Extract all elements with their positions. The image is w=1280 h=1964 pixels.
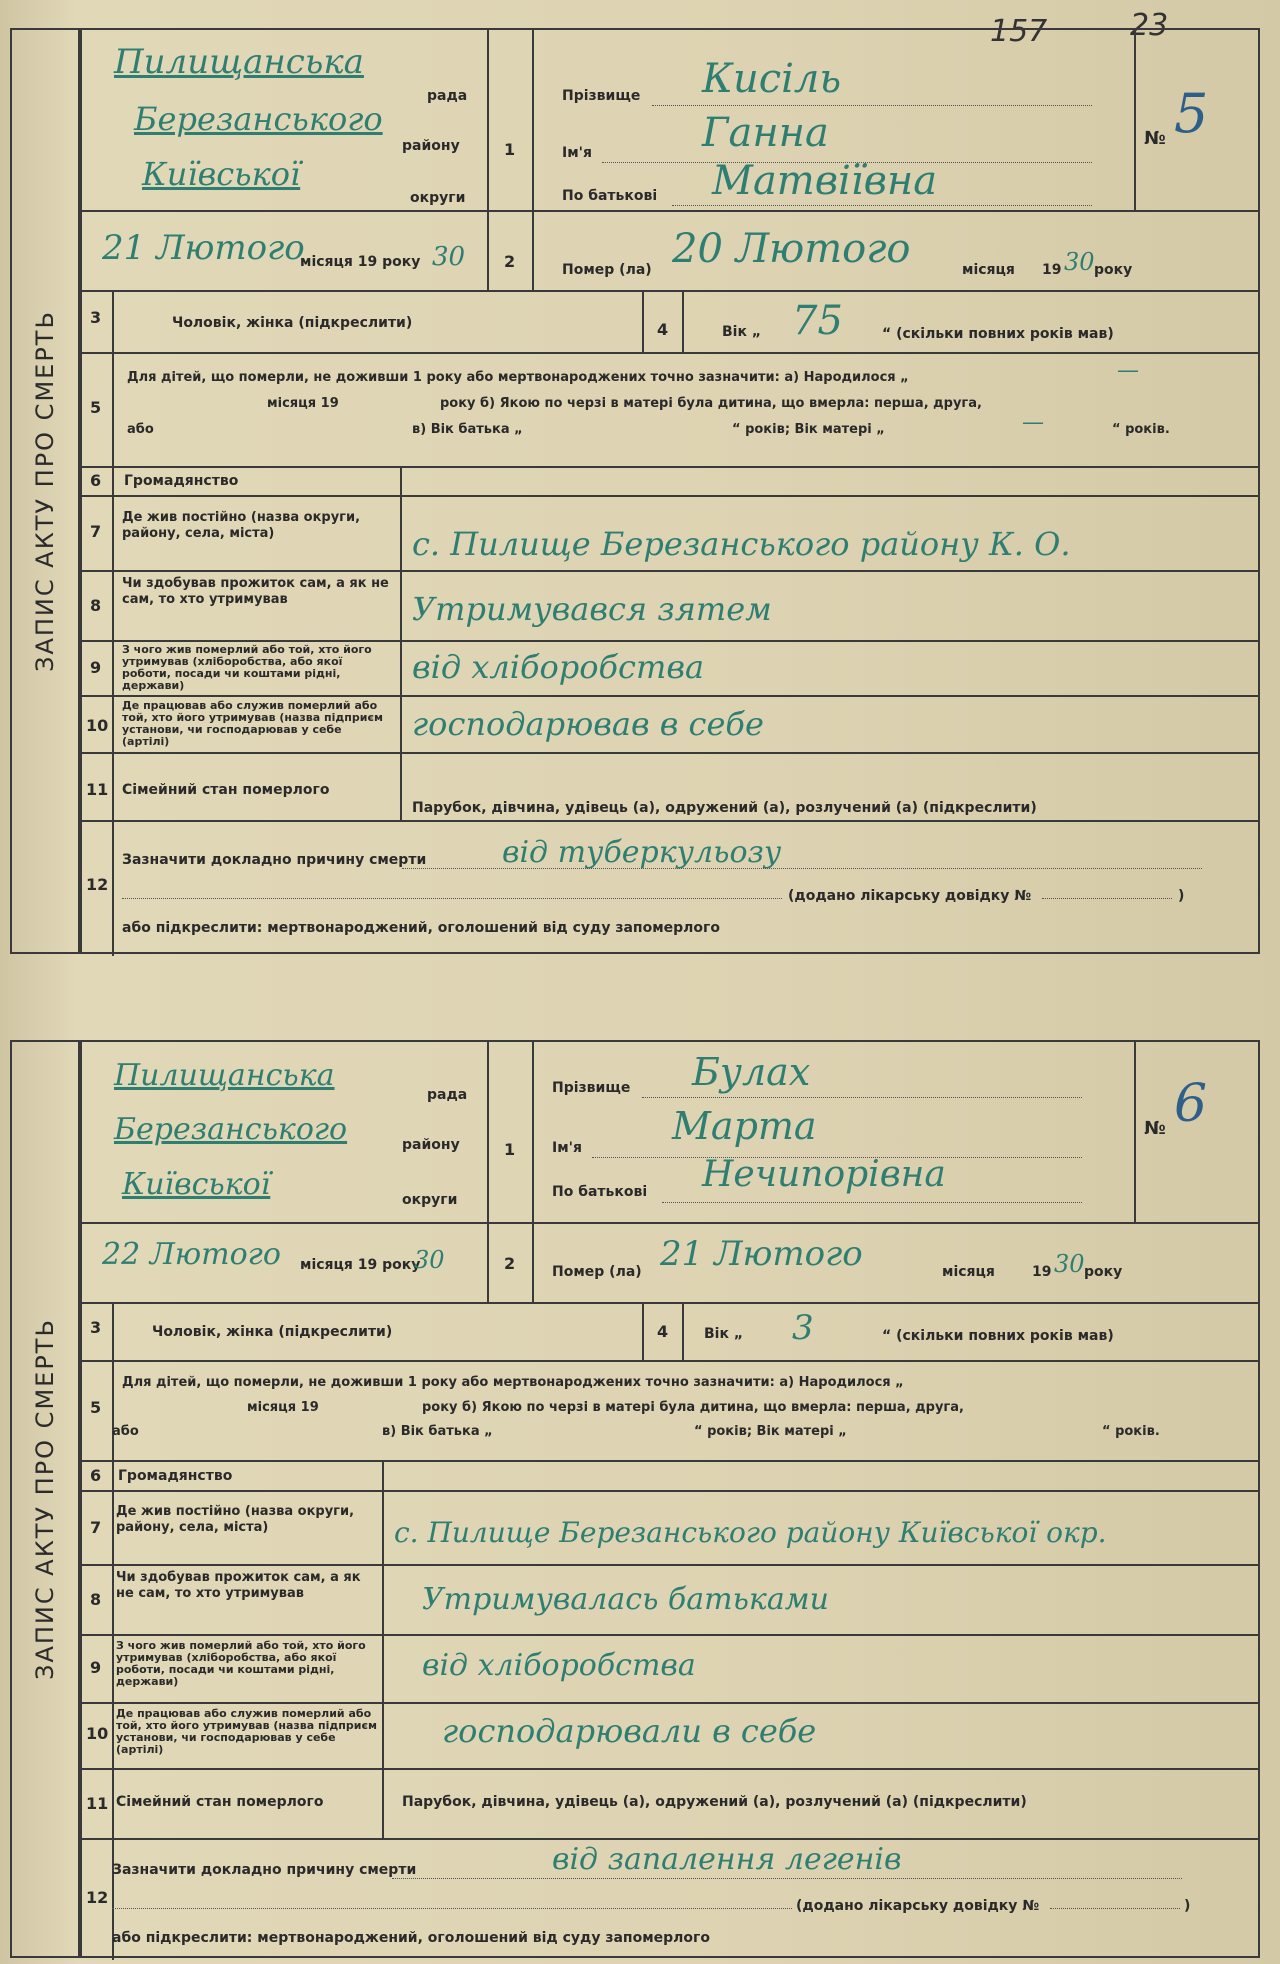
certificate-label: (додано лікарську довідку №	[796, 1898, 1040, 1914]
support-label: Чи здобував прожиток сам, а як не сам, то хто утримував	[116, 1570, 361, 1601]
record-number: 5	[1174, 82, 1209, 145]
children-line-3b: в) Вік батька „	[382, 1424, 493, 1439]
row-number-2: 2	[504, 252, 516, 271]
cause-label: Зазначити докладно причину смерти	[112, 1862, 417, 1878]
side-title-box	[10, 28, 80, 954]
means-label: З чого жив померлий або той, хто його утримував (хліборобства, або якої роботи, посади чи коштами рідні, держави)	[116, 1639, 366, 1688]
residence-value: с. Пилище Березанського району Київської окр.	[394, 1516, 1107, 1549]
rada-label: рада	[427, 88, 468, 104]
okruh-label: округи	[402, 1192, 458, 1208]
residence-label: Де жив постійно (назва округи, району, села, міста)	[122, 510, 361, 541]
children-line-1: Для дітей, що померли, не доживши 1 року або мертвонароджених точно зазначити: а) Народилося „	[122, 1375, 904, 1390]
patronymic-label: По батькові	[552, 1184, 648, 1200]
death-date-value: 21 Лютого	[660, 1234, 863, 1274]
residence-label: Де жив постійно (назва округи, району, села, міста)	[116, 1504, 355, 1535]
record-year-value: 30	[432, 242, 466, 272]
cause-value: від запалення легенів	[552, 1842, 902, 1877]
children-line-3d: “ років.	[1112, 422, 1170, 437]
page-number-left: 157	[990, 14, 1048, 49]
children-line-3c: “ років; Вік матері „	[732, 422, 885, 437]
patronymic-label: По батькові	[562, 188, 658, 204]
gender-label: Чоловік, жінка (підкреслити)	[172, 315, 413, 331]
age-label: Вік „	[722, 324, 762, 340]
children-line-2: місяця 19	[247, 1400, 319, 1415]
work-label: Де працював або служив померлий або той, хто його утримував (назва підприєм установи, чи господарював у себе (артілі)	[122, 699, 383, 748]
okruh-label: округи	[410, 190, 466, 206]
surname-value: Кисіль	[702, 56, 842, 102]
death-year-value: 30	[1054, 1250, 1085, 1278]
surname-label: Прізвище	[562, 88, 641, 104]
children-dash-1: —	[1117, 358, 1139, 383]
record-grid: Пилищанська рада Березанського району Київської округи 21 Лютого місяця 19 року 30 1 2 Прізвище Кисіль Ім'я Ганна По батькові Матвіївна № 5 Помер (ла) 20 Лютого місяця 19 30 року 3 Чоловік, жінка (підкреслити) 4 Вік „ 75 “ (скільки повних років мав) 5 Для дітей, що померли, не доживши 1 року або мертвонароджених точно зазначити: а) Народилося „ — місяця 19 року б) Якою по черзі в матері була дитина, що вмерла: перша, друга, або в) Вік батька „ “ років; Вік матері „ — “ років. 6 Громадянство 7 Де жив постійно (назва округи, району, села, міста) с. Пилище Березанського району К. О. 8 Чи здобував прожиток сам, а як не сам, то хто утримував Утримувався зятем 9 З чого жив померлий або той, хто його утримував (хліборобства, або якої роботи, посади чи коштами рідні, держави) від хліборобства 10 Де працював або служив померлий або той, хто його утримував (назва підприєм установи, чи господарював у себе (артілі) господарював в себе 11 Сімейний стан померлого Парубок, дівчина, удівець (а), одружений (а), розлучений (а) (підкреслити) 12 Зазначити докладно причину смерти від туберкульозу (додано лікарську довідку № ) або підкреслити: мертвонароджений, оголошений від суду запомерлого	[80, 28, 1260, 954]
children-dash-2: —	[1022, 410, 1044, 435]
family-status-label: Сімейний стан померлого	[116, 1794, 324, 1810]
children-line-3a: або	[112, 1424, 139, 1439]
okruh-value: Київської	[142, 155, 301, 193]
children-line-3d: “ років.	[1102, 1424, 1160, 1439]
means-value: від хліборобства	[422, 1648, 696, 1683]
death-month-label: місяця	[942, 1264, 995, 1280]
record-date-label: місяця 19 року	[300, 254, 421, 270]
children-line-2b: року б) Якою по черзі в матері була дитина, що вмерла: перша, друга,	[422, 1400, 964, 1415]
children-line-3c: “ років; Вік матері „	[694, 1424, 847, 1439]
death-year-label: року	[1094, 262, 1133, 278]
name-label: Ім'я	[562, 145, 592, 161]
number-label: №	[1144, 1118, 1166, 1139]
support-value: Утримувався зятем	[412, 590, 772, 628]
death-year-value: 30	[1064, 248, 1095, 276]
death-date-label: Помер (ла)	[552, 1264, 642, 1280]
stillborn-note: або підкреслити: мертвонароджений, оголошений від суду запомерлого	[122, 920, 720, 936]
death-date-label: Помер (ла)	[562, 262, 652, 278]
number-label: №	[1144, 128, 1166, 149]
family-status-label: Сімейний стан померлого	[122, 782, 330, 798]
means-value: від хліборобства	[412, 648, 705, 686]
record-grid: Пилищанська рада Березанського району Київської округи 22 Лютого місяця 19 року 30 1 2 Прізвище Булах Ім'я Марта По батькові Нечипорівна № 6 Помер (ла) 21 Лютого місяця 19 30 року 3 Чоловік, жінка (підкреслити) 4 Вік „ 3 “ (скільки повних років мав) 5 Для дітей, що померли, не доживши 1 року або мертвонароджених точно зазначити: а) Народилося „ місяця 19 року б) Якою по черзі в матері була дитина, що вмерла: перша, друга, або в) Вік батька „ “ років; Вік матері „ “ років. 6 Громадянство 7 Де жив постійно (назва округи, району, села, міста) с. Пилище Березанського району Київської окр. 8 Чи здобував прожиток сам, а як не сам, то хто утримував Утримувалась батьками 9 З чого жив померлий або той, хто його утримував (хліборобства, або якої роботи, посади чи коштами рідні, держави) від хліборобства 10 Де працював або служив померлий або той, хто його утримував (назва підприєм установи, чи господарював у себе (артілі) господарювали в себе 11 Сімейний стан померлого Парубок, дівчина, удівець (а), одружений (а), розлучений (а) (підкреслити) 12 Зазначити докладно причину смерти від запалення легенів (додано лікарську довідку № ) або підкреслити: мертвонароджений, оголошений від суду запомерлого	[80, 1040, 1260, 1958]
children-line-3b: в) Вік батька „	[412, 422, 523, 437]
side-title-box	[10, 1040, 80, 1958]
side-title: ЗАПИС АКТУ ПРО СМЕРТЬ	[31, 310, 59, 672]
age-value: 75	[792, 298, 843, 344]
cause-label: Зазначити докладно причину смерти	[122, 852, 427, 868]
surname-value: Булах	[692, 1050, 811, 1094]
row-number-1: 1	[504, 140, 516, 159]
name-label: Ім'я	[552, 1140, 582, 1156]
children-line-3a: або	[127, 422, 154, 437]
raion-label: району	[402, 1137, 460, 1153]
side-title: ЗАПИС АКТУ ПРО СМЕРТЬ	[31, 1318, 59, 1680]
certificate-label: (додано лікарську довідку №	[788, 888, 1032, 904]
patronymic-value: Нечипорівна	[702, 1154, 946, 1195]
age-value: 3	[792, 1308, 814, 1348]
death-record-1	[10, 28, 1260, 954]
citizenship-label: Громадянство	[124, 473, 239, 489]
death-date-value: 20 Лютого	[672, 226, 911, 272]
surname-label: Прізвище	[552, 1080, 631, 1096]
page-number-right: 23	[1130, 8, 1169, 43]
death-month-label: місяця	[962, 262, 1015, 278]
cause-value: від туберкульозу	[502, 835, 782, 870]
death-year-label: року	[1084, 1264, 1123, 1280]
family-status-options: Парубок, дівчина, удівець (а), одружений (а), розлучений (а) (підкреслити)	[412, 800, 1037, 816]
age-label: Вік „	[704, 1326, 744, 1342]
residence-value: с. Пилище Березанського району К. О.	[412, 525, 1071, 563]
record-number: 6	[1174, 1074, 1208, 1134]
age-tail-label: “ (скільки повних років мав)	[882, 1328, 1114, 1344]
raion-value: Березанського	[134, 100, 383, 138]
family-status-options: Парубок, дівчина, удівець (а), одружений (а), розлучений (а) (підкреслити)	[402, 1794, 1027, 1810]
gender-label: Чоловік, жінка (підкреслити)	[152, 1324, 393, 1340]
means-label: З чого жив померлий або той, хто його утримував (хліборобства, або якої роботи, посади чи коштами рідні, держави)	[122, 643, 372, 692]
work-label: Де працював або служив померлий або той, хто його утримував (назва підприєм установи, чи господарював у себе (артілі)	[116, 1707, 377, 1756]
children-line-2: місяця 19	[267, 396, 339, 411]
name-value: Ганна	[702, 110, 829, 156]
children-line-1: Для дітей, що померли, не доживши 1 року або мертвонароджених точно зазначити: а) Народилося „	[127, 370, 909, 385]
death-record-2	[10, 1040, 1260, 1958]
support-value: Утримувалась батьками	[422, 1582, 829, 1617]
rada-label: рада	[427, 1087, 468, 1103]
record-year-value: 30	[414, 1246, 445, 1274]
rada-value: Пилищанська	[114, 1058, 335, 1093]
name-value: Марта	[672, 1104, 817, 1148]
raion-label: району	[402, 138, 460, 154]
patronymic-value: Матвіївна	[712, 158, 938, 204]
children-line-2b: року б) Якою по черзі в матері була дитина, що вмерла: перша, друга,	[440, 396, 982, 411]
age-tail-label: “ (скільки повних років мав)	[882, 326, 1114, 342]
rada-value: Пилищанська	[114, 42, 364, 82]
support-label: Чи здобував прожиток сам, а як не сам, то хто утримував	[122, 576, 389, 607]
work-value: господарював в себе	[412, 705, 764, 743]
work-value: господарювали в себе	[442, 1712, 817, 1750]
okruh-value: Київської	[122, 1167, 271, 1202]
citizenship-label: Громадянство	[118, 1468, 233, 1484]
record-date-value: 21 Лютого	[102, 228, 305, 268]
stillborn-note: або підкреслити: мертвонароджений, оголошений від суду запомерлого	[112, 1930, 710, 1946]
raion-value: Березанського	[114, 1112, 348, 1147]
record-date-value: 22 Лютого	[102, 1237, 281, 1272]
record-date-label: місяця 19 року	[300, 1257, 421, 1273]
